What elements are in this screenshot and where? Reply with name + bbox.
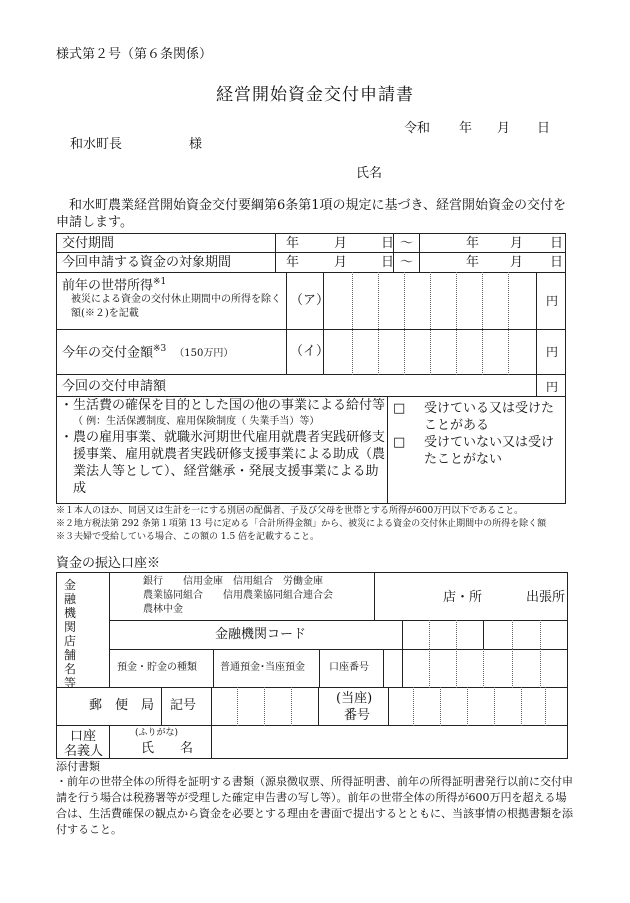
form-number: 様式第２号（第６条関係） <box>56 47 213 62</box>
mark-i: （イ） <box>290 344 330 359</box>
holder-label-2: 名義人 <box>64 744 104 759</box>
check-not-received-label: 受けていない又は受けたことがない <box>424 435 555 467</box>
other-grants-item-1-note: （ 例：生活保護制度、雇用保険制度（ 失業手当）等） <box>73 416 320 427</box>
checkbox-received[interactable]: □ <box>393 401 406 416</box>
period-label: 交付期間 <box>62 236 115 251</box>
grant-limit: （150万円） <box>174 348 234 360</box>
sub-branch-label: 出張所 <box>526 590 566 605</box>
furigana-label: (ふりがな) <box>135 728 179 738</box>
target-start-year: 年 <box>286 255 300 270</box>
account-number-label: 口座番号 <box>329 662 369 673</box>
income-yen: 円 <box>546 294 559 308</box>
period-start-month: 月 <box>334 236 348 251</box>
deposit-type-value: 普通預金･当座預金 <box>220 662 305 673</box>
holder-name-label: 氏 名 <box>141 741 194 756</box>
request-label: 今回の交付申請額 <box>62 379 167 394</box>
footnote-1: ※１本人のほか、同居又は生計を一にする別居の配偶者、子及び父母を世帯とする所得が600万円以下であること。 <box>56 506 524 516</box>
income-footnote-mark: ※1 <box>153 277 167 287</box>
footnote-3: ※３夫婦で受給している場合、この額の 1.5 倍を記載すること。 <box>56 532 320 542</box>
date-era: 令和 <box>404 121 431 136</box>
other-grants-item-2: ・農の雇用事業、就職氷河期世代雇用就農者実践研修支援事業、雇用就農者実践研修支援事業による助成（農業法人等として）、経営継承・発展支援事業による助成 <box>60 430 386 496</box>
holder-label-1: 口座 <box>70 729 97 744</box>
period-tilde: ～ <box>400 236 414 251</box>
institution-types-row1: 銀行 信用金庫 信用組合 労働金庫 <box>143 576 323 587</box>
footnote-2: ※２地方税法第 292 条第１項第 13 号に定める「合計所得金額」から、被災による資金の交付休止期間中の所得を除く額 <box>56 519 547 529</box>
grant-yen: 円 <box>546 345 559 359</box>
target-tilde: ～ <box>400 255 414 270</box>
date-month: 月 <box>497 121 511 136</box>
period-end-day: 日 <box>550 236 564 251</box>
bank-code-label: 金融機関コード <box>215 627 307 642</box>
other-grants-item-1: ・生活費の確保を目的とした国の他の事業による給付等 <box>60 398 386 413</box>
applicant-label: 氏名 <box>356 166 383 181</box>
addressee-honorific: 様 <box>189 137 203 152</box>
page-title: 経営開始資金交付申請書 <box>216 85 414 105</box>
income-note: 被災による資金の交付休止期間中の所得を除く額(※２)を記載 <box>71 294 281 319</box>
date-day: 日 <box>537 121 551 136</box>
institution-types-row2: 農業協同組合 信用農業協同組合連合会 <box>143 590 333 601</box>
target-start-month: 月 <box>334 255 348 270</box>
addressee-name: 和水町長 <box>70 137 123 152</box>
period-end-year: 年 <box>466 236 480 251</box>
symbol-label: 記号 <box>170 698 197 713</box>
intro-text: 和水町農業経営開始資金交付要綱第6条第1項の規定に基づき、経営開始資金の交付を申請します。 <box>56 198 567 230</box>
branch-label: 店・所 <box>443 590 483 605</box>
target-start-day: 日 <box>381 255 395 270</box>
period-end-month: 月 <box>510 236 524 251</box>
target-end-day: 日 <box>550 255 564 270</box>
grant-footnote-mark: ※3 <box>153 344 167 354</box>
institution-label: 金融機関店舗名等 <box>63 578 76 690</box>
checkbox-not-received[interactable]: □ <box>393 435 406 450</box>
other-grants-text <box>60 398 385 497</box>
attachments-title: 添付書類 <box>56 760 100 773</box>
bank-section-title: 資金の振込口座※ <box>56 556 161 571</box>
postal-label: 郵 便 局 <box>89 698 155 713</box>
grant-label: 今年の交付金額$^{※3}$ （150万円） <box>62 344 234 361</box>
attachments-text: ・前年の世帯全体の所得を証明する書類（源泉徴収票、所得証明書、前年の所得証明書発行以前に交付申請を行う場合は税務署等が受理した確定申告書の写し等）。前年の世帯全体の所得が600万円を超える場合は、生活費確保の観点から資金を必要とする理由を書面で提出するとともに、当該事情の根拠書類を添付すること。 <box>56 775 573 836</box>
request-yen: 円 <box>546 380 559 394</box>
deposit-type-label: 預金・貯金の種類 <box>117 662 197 673</box>
target-end-year: 年 <box>466 255 480 270</box>
check-received-label: 受けている又は受けたことがある <box>424 401 555 433</box>
target-period-label: 今回申請する資金の対象期間 <box>62 255 232 270</box>
target-end-month: 月 <box>510 255 524 270</box>
mark-a: （ア） <box>290 293 330 308</box>
current-label: (当座) <box>336 691 373 706</box>
number-label: 番号 <box>344 708 371 723</box>
period-start-year: 年 <box>286 236 300 251</box>
income-label: 前年の世帯所得$^{※1}$ <box>62 277 167 294</box>
institution-types-row3: 農林中金 <box>143 604 183 615</box>
period-start-day: 日 <box>381 236 395 251</box>
date-year: 年 <box>459 121 473 136</box>
